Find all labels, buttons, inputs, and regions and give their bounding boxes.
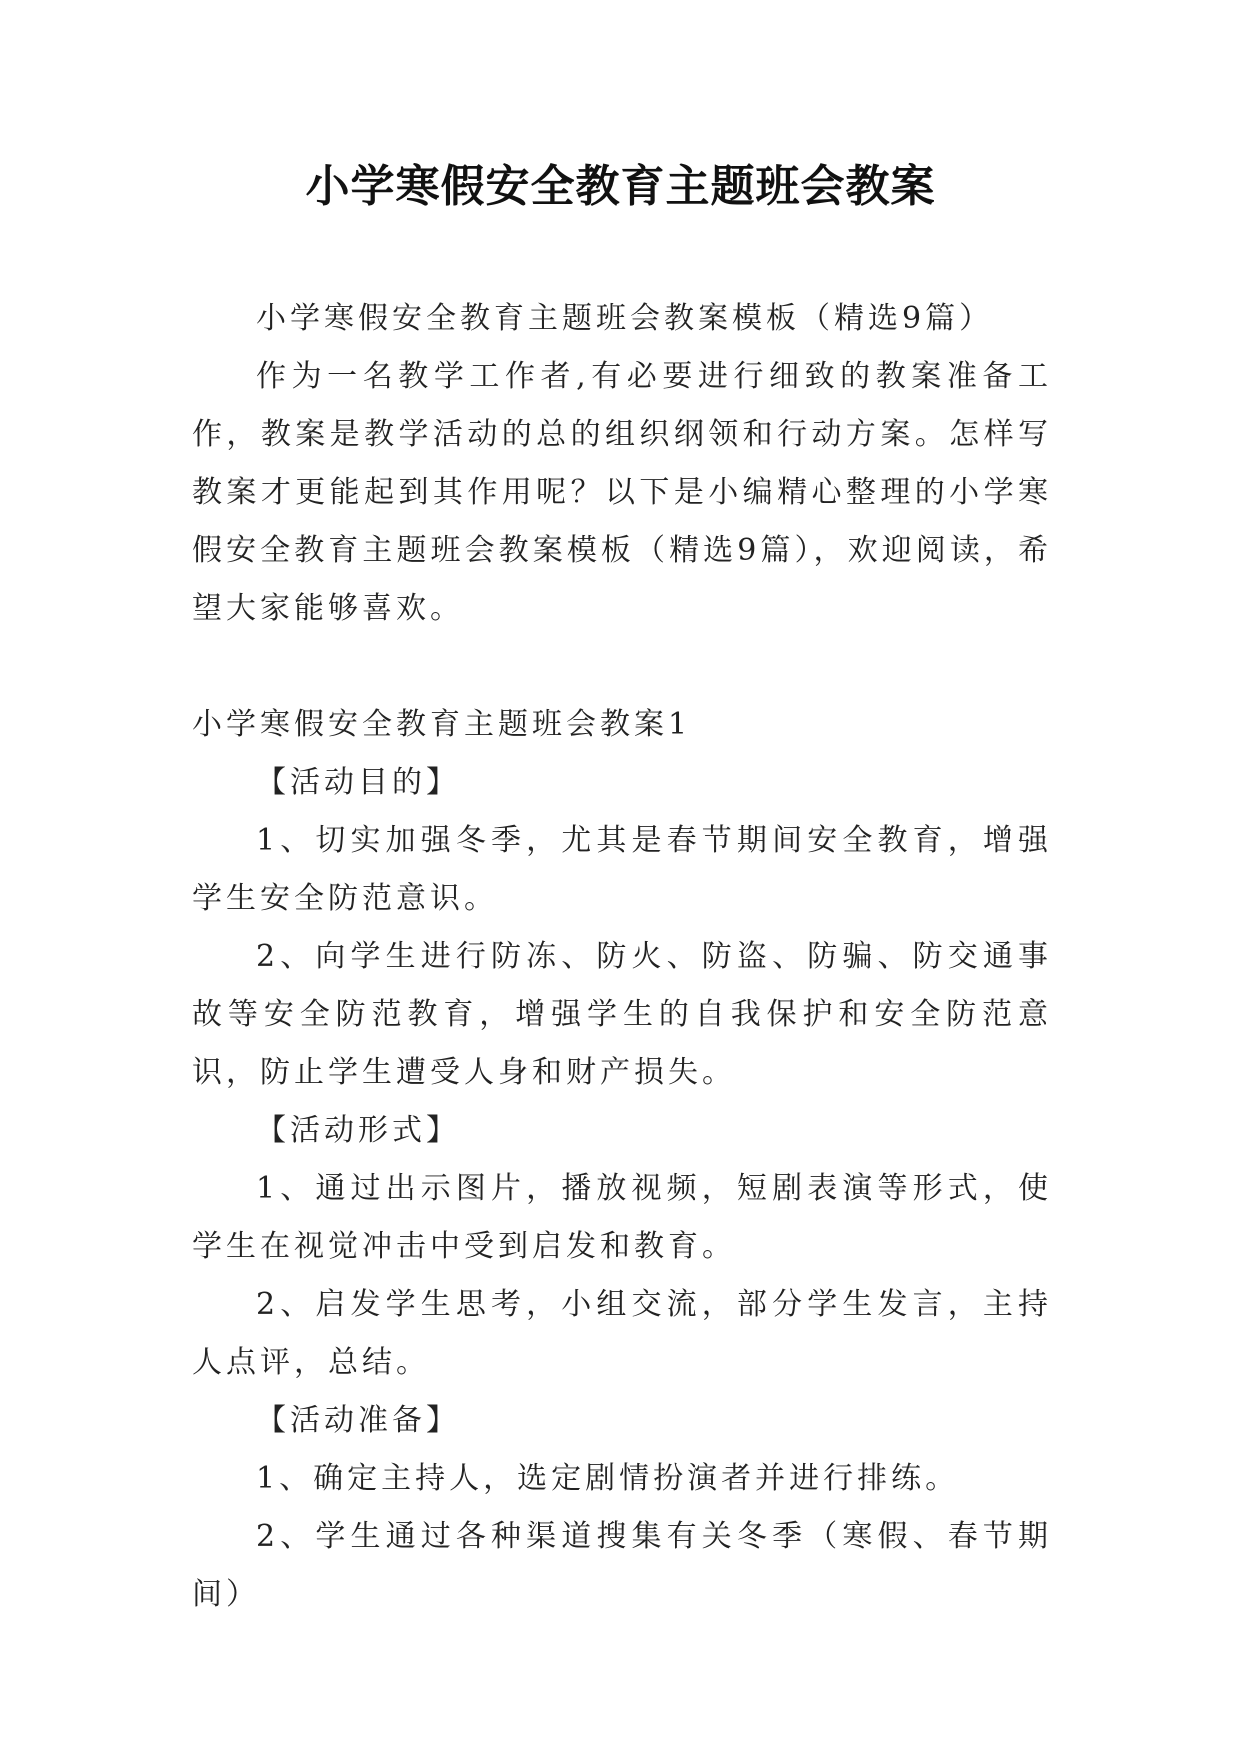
document-title: 小学寒假安全教育主题班会教案 bbox=[305, 161, 936, 212]
paragraph-prep-1: 1、确定主持人，选定剧情扮演者并进行排练。 bbox=[256, 1461, 960, 1496]
section-heading: 小学寒假安全教育主题班会教案1 bbox=[192, 707, 692, 742]
paragraph-form-1: 1、通过出示图片，播放视频，短剧表演等形式，使学生在视觉冲击中受到启发和教育。 bbox=[192, 1171, 1052, 1264]
paragraph-subtitle: 小学寒假安全教育主题班会教案模板（精选9篇） bbox=[256, 301, 994, 336]
paragraph-goal-1: 1、切实加强冬季，尤其是春节期间安全教育，增强学生安全防范意识。 bbox=[192, 823, 1052, 916]
paragraph-goal-2: 2、向学生进行防冻、防火、防盗、防骗、防交通事故等安全防范教育，增强学生的自我保护和安全防范意识，防止学生遭受人身和财产损失。 bbox=[192, 939, 1052, 1090]
paragraph-intro: 作为一名教学工作者,有必要进行细致的教案准备工作，教案是教学活动的总的组织纲领和行动方案。怎样写教案才更能起到其作用呢？以下是小编精心整理的小学寒假安全教育主题班会教案模板（精选9篇），欢迎阅读，希望大家能够喜欢。 bbox=[192, 359, 1052, 626]
paragraph-prep-2: 2、学生通过各种渠道搜集有关冬季（寒假、春节期间） bbox=[192, 1519, 1052, 1612]
subheading-prep: 【活动准备】 bbox=[256, 1403, 460, 1438]
paragraph-gap bbox=[192, 638, 1052, 696]
document-body bbox=[192, 290, 1052, 1624]
paragraph-form-2: 2、启发学生思考，小组交流，部分学生发言，主持人点评，总结。 bbox=[192, 1287, 1052, 1380]
subheading-goal: 【活动目的】 bbox=[256, 765, 460, 800]
subheading-form: 【活动形式】 bbox=[256, 1113, 460, 1148]
